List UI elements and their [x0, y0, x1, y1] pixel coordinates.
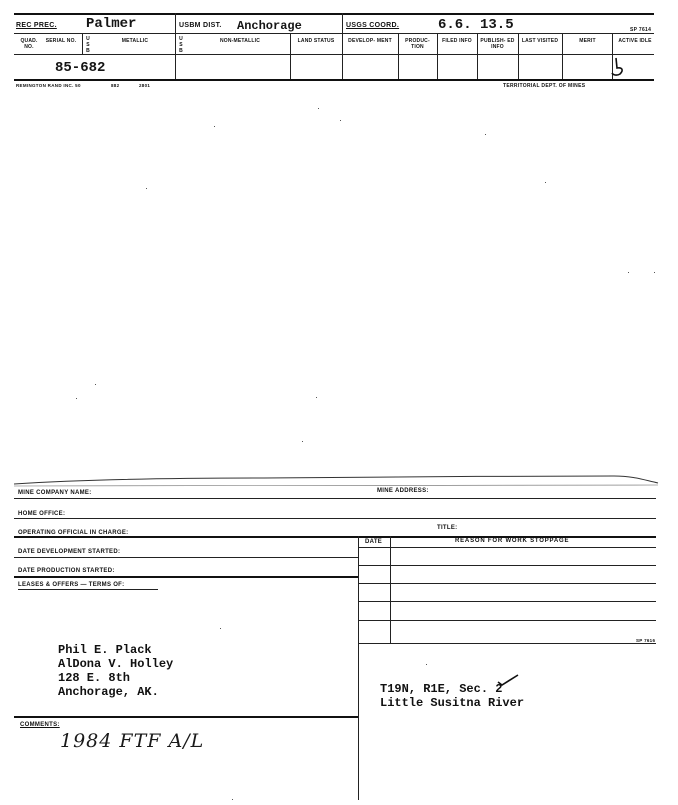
rule [358, 620, 656, 621]
col-production: PRODUC- TION [405, 38, 430, 50]
speck [220, 628, 221, 629]
rec-prec-label: REC PREC. [16, 22, 57, 29]
rule [358, 536, 359, 644]
speck [654, 272, 655, 273]
prod-started-label: DATE PRODUCTION STARTED: [18, 568, 115, 574]
rule [342, 13, 343, 79]
form-number: SP 7614 [630, 27, 652, 33]
rule [175, 13, 176, 79]
speck [316, 397, 317, 398]
comments-label: COMMENTS: [20, 722, 60, 728]
speck [76, 398, 77, 399]
rule [14, 13, 654, 15]
form-number-2: SP 7616 [636, 638, 656, 643]
usgs-coord-label: USGS COORD. [346, 22, 400, 29]
speck [214, 126, 215, 127]
rule [14, 716, 358, 718]
rule [290, 33, 291, 79]
leases-label: LEASES & OFFERS — TERMS OF: [18, 582, 125, 588]
date-col-label: DATE [365, 539, 383, 545]
col-quad-no: QUAD. NO. [20, 38, 38, 50]
speck [485, 134, 486, 135]
col-development: DEVELOP- MENT [348, 38, 392, 44]
rule [477, 33, 478, 79]
owner-line-1: Phil E. Plack [58, 643, 152, 657]
speck [146, 188, 147, 189]
rule [358, 643, 656, 644]
usgs-coord-value: 6.6. 13.5 [438, 17, 514, 33]
mine-address-label: MINE ADDRESS: [377, 488, 429, 494]
rule [390, 536, 391, 644]
rule [518, 33, 519, 79]
rule [358, 601, 656, 602]
rule [14, 576, 358, 578]
rule [358, 644, 359, 800]
operating-official-label: OPERATING OFFICIAL IN CHARGE: [18, 530, 129, 536]
speck [232, 799, 233, 800]
rule [358, 547, 656, 548]
rule [358, 583, 656, 584]
col-filed-info: FILED INFO [442, 38, 472, 44]
col-usb-2: U S B [179, 36, 183, 54]
rule [358, 565, 656, 566]
home-office-label: HOME OFFICE: [18, 511, 66, 517]
col-merit: MERIT [579, 38, 596, 44]
rule [14, 518, 656, 519]
speck [318, 108, 319, 109]
owner-line-4: Anchorage, AK. [58, 685, 159, 699]
reason-col-label: REASON FOR WORK STOPPAGE [455, 538, 570, 544]
speck [426, 664, 427, 665]
location-line-2: Little Susitna River [380, 696, 525, 710]
owner-line-3: 128 E. 8th [58, 671, 131, 685]
location-check-icon [496, 672, 520, 688]
col-active-idle: ACTIVE IDLE [618, 38, 652, 44]
printer-mark: REMINGTON RAND INC. 50 [16, 83, 81, 88]
title-label: TITLE: [437, 525, 458, 531]
print-code-1: 882 [111, 83, 120, 88]
active-idle-check-icon [608, 56, 628, 78]
rule [437, 33, 438, 79]
owner-line-2: AlDona V. Holley [58, 657, 174, 671]
dev-started-label: DATE DEVELOPMENT STARTED: [18, 549, 121, 555]
rule [82, 33, 83, 54]
col-serial-no: SERIAL NO. [45, 38, 77, 44]
dept-mark: TERRITORIAL DEPT. OF MINES [503, 83, 586, 89]
rule [18, 589, 158, 590]
card-top-edge [14, 470, 659, 492]
speck [545, 182, 546, 183]
col-non-metallic: NON-METALLIC [219, 38, 261, 44]
rule [398, 33, 399, 79]
rule [14, 54, 654, 55]
usbm-dist-value: Anchorage [237, 19, 302, 33]
col-last-visited: LAST VISITED [521, 38, 559, 44]
rule [14, 498, 656, 499]
location-line-1: T19N, R1E, Sec. 2 [380, 682, 503, 696]
rule [14, 557, 358, 558]
col-land-status: LAND STATUS [297, 38, 335, 44]
col-published-info: PUBLISH- ED INFO [480, 38, 515, 50]
col-usb-1: U S B [86, 36, 90, 54]
rule [14, 33, 654, 34]
rule [562, 33, 563, 79]
comments-handwritten: 1984 FTF A/L [60, 730, 205, 752]
rule [14, 79, 654, 81]
print-code-2: 2801 [139, 83, 151, 88]
speck [340, 120, 341, 121]
speck [628, 272, 629, 273]
usbm-dist-label: USBM DIST. [179, 22, 222, 29]
speck [95, 384, 96, 385]
mine-company-label: MINE COMPANY NAME: [18, 490, 92, 496]
col-metallic: METALLIC [121, 38, 149, 44]
rec-prec-value: Palmer [86, 16, 137, 32]
speck [302, 441, 303, 442]
serial-value: 85-682 [55, 60, 106, 76]
